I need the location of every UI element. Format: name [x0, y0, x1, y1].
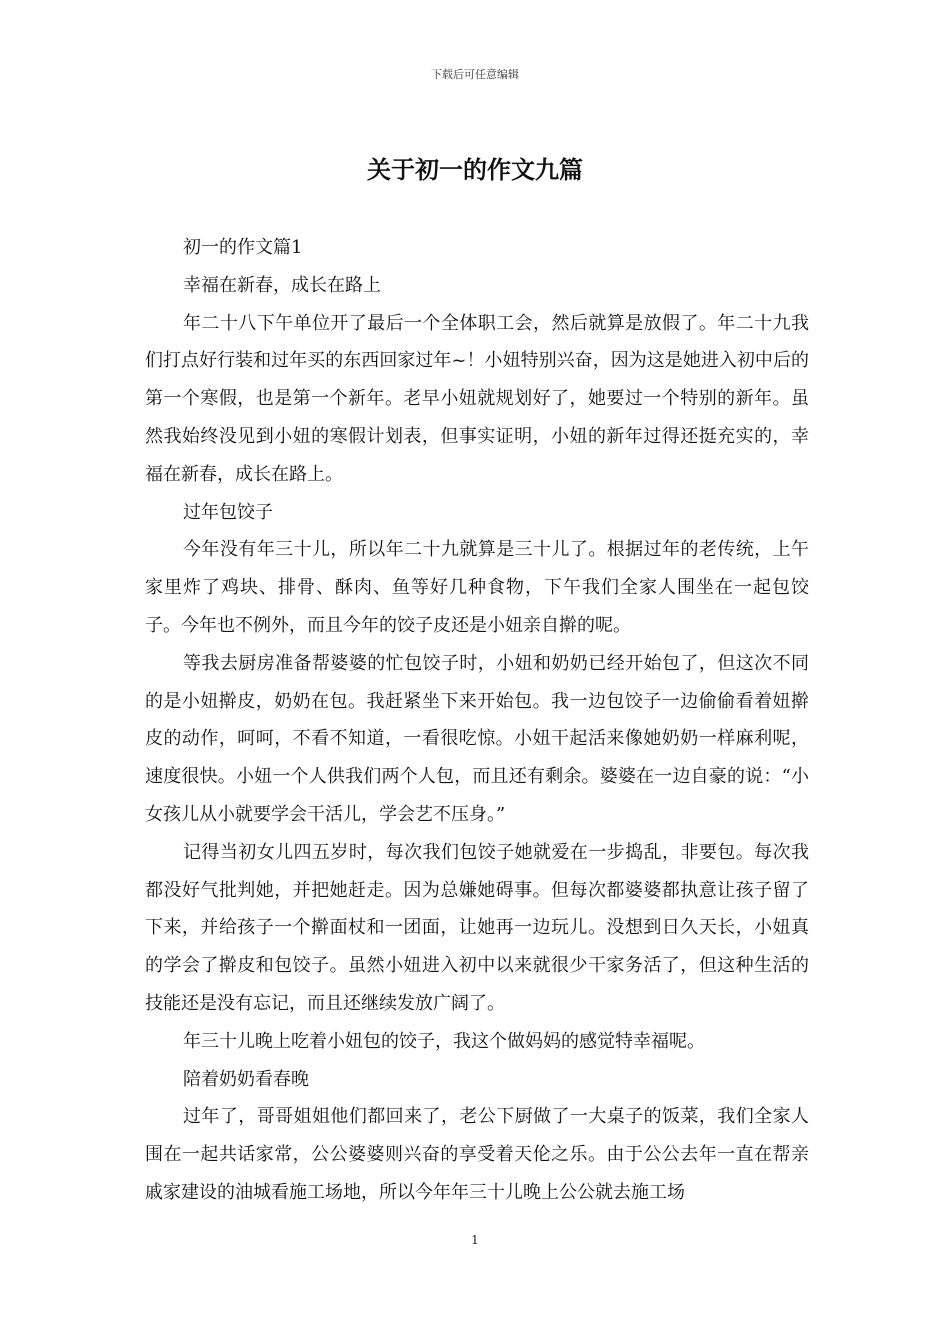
document-body [145, 229, 809, 1212]
essay-subtitle: 幸福在新春，成长在路上 [183, 274, 381, 296]
body-paragraph: 过年了，哥哥姐姐他们都回来了，老公下厨做了一大桌子的饭菜，我们全家人围在一起共话家常，公公婆婆则兴奋的享受着天伦之乐。由于公公去年一直在帮亲戚家建设的油城看施工场地，所以今年年三十儿晚上公公就去施工场 [145, 1106, 809, 1203]
body-paragraph: 今年没有年三十儿，所以年二十九就算是三十儿了。根据过年的老传统，上午家里炸了鸡块、排骨、酥肉、鱼等好几种食物，下午我们全家人围坐在一起包饺子。今年也不例外，而且今年的饺子皮还是小妞亲自擀的呢。 [145, 539, 809, 636]
essay-heading: 初一的作文篇1 [183, 237, 303, 258]
page-number: 1 [471, 1233, 479, 1247]
body-paragraph: 记得当初女儿四五岁时，每次我们包饺子她就爱在一步捣乱，非要包。每次我都没好气批判她，并把她赶走。因为总嫌她碍事。但每次都婆婆都执意让孩子留了下来，并给孩子一个擀面杖和一团面，让她再一边玩儿。没想到日久天长，小妞真的学会了擀皮和包饺子。虽然小妞进入初中以来就很少干家务活了，但这种生活的技能还是没有忘记，而且还继续发放广阔了。 [145, 841, 809, 1014]
page-header-note: 下载后可任意编辑 [431, 68, 519, 81]
document-title: 关于初一的作文九篇 [367, 155, 583, 184]
body-paragraph: 等我去厨房准备帮婆婆的忙包饺子时，小妞和奶奶已经开始包了，但这次不同的是小妞擀皮，奶奶在包。我赶紧坐下来开始包。我一边包饺子一边偷偷看着妞擀皮的动作，呵呵，不看不知道，一看很吃惊。小妞干起活来像她奶奶一样麻利呢，速度很快。小妞一个人供我们两个人包，而且还有剩余。婆婆在一边自豪的说：“小女孩儿从小就要学会干活儿，学会艺不压身。” [145, 652, 809, 825]
body-paragraph: 年二十八下午单位开了最后一个全体职工会，然后就算是放假了。年二十九我们打点好行装和过年买的东西回家过年~！小妞特别兴奋，因为这是她进入初中后的第一个寒假，也是第一个新年。老早小妞就规划好了，她要过一个特别的新年。虽然我始终没见到小妞的寒假计划表，但事实证明，小妞的新年过得还挺充实的，幸福在新春，成长在路上。 [145, 312, 809, 485]
section-heading: 过年包饺子 [183, 501, 273, 523]
section-heading: 陪着奶奶看春晚 [183, 1068, 309, 1090]
body-paragraph: 年三十儿晚上吃着小妞包的饺子，我这个做妈妈的感觉特幸福呢。 [183, 1030, 705, 1052]
